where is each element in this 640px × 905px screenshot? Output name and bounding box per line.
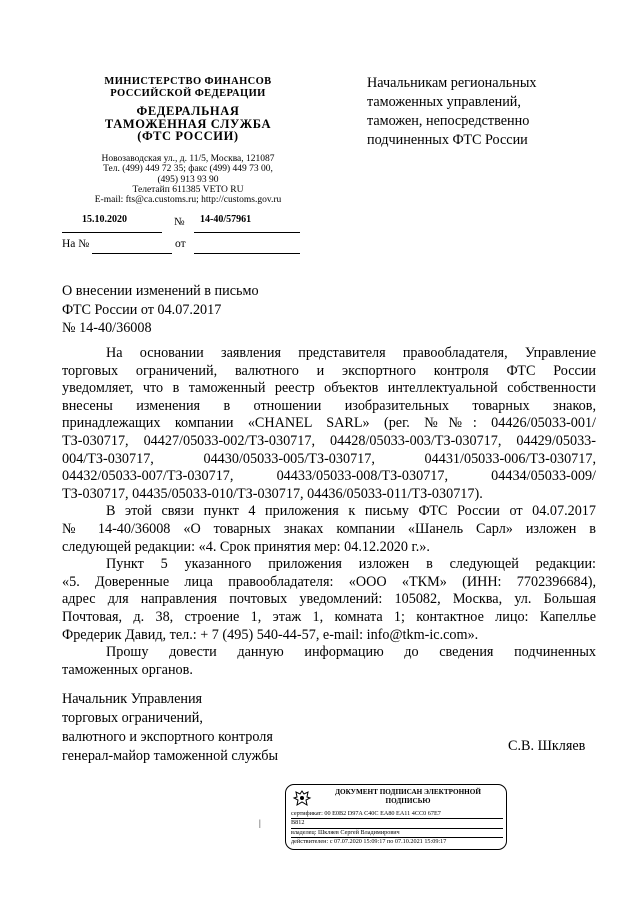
addressee-line: таможен, непосредственно (367, 113, 530, 129)
ot-underline (194, 253, 300, 254)
body-line: Пункт 5 указанного приложения изложен в следующей редакции: (106, 556, 596, 573)
email-line: E-mail: fts@ca.customs.ru; http://customs.gov.ru (94, 195, 282, 206)
body-line: внесены изменения в отношении изобразительных товарных знаков, (62, 397, 596, 414)
validity-line: действителен: с 07.07.2020 15:09:17 по 07.10.2021 15:09:17 (291, 838, 447, 846)
number-underline (194, 232, 300, 233)
ministry-line: РОССИЙСКОЙ ФЕДЕРАЦИИ (110, 87, 266, 99)
body-line: уведомляет, что в таможенный реестр объектов интеллектуальной собственности (62, 380, 596, 397)
registration-line (62, 214, 302, 234)
body-line: «5. Доверенные лица правообладателя: «ООО «ТКМ» (ИНН: 7702396684), (62, 573, 596, 590)
body-line: торговых ограничений, валютного и экспортного контроля ФТС России (62, 362, 596, 379)
signer-line: Начальник Управления (62, 691, 203, 707)
service-line: (ФТС РОССИИ) (137, 129, 239, 143)
stamp-title (314, 788, 502, 805)
body-line: В этой связи пункт 4 приложения к письму ФТС России от 04.07.2017 (106, 503, 596, 520)
margin-mark: | (259, 818, 261, 828)
body-line: адрес для направления почтовых уведомлений: 105082, Москва, ул. Большая (62, 591, 596, 608)
certificate-line-cont: B812 (291, 819, 503, 828)
subject-line: О внесении изменений в письмо (62, 283, 259, 299)
service-line: ФЕДЕРАЛЬНАЯ (136, 104, 240, 118)
na-label: На № (62, 238, 90, 250)
stamp-details (291, 810, 503, 847)
body-line: ТЗ-030717, 04427/05033-002/ТЗ-030717, 04428/05033-003/ТЗ-030717, 04429/05033- (62, 432, 596, 449)
contact-block (62, 154, 314, 205)
body-line: Фредерик Давид, тел.: + 7 (495) 540-44-57, e-mail: info@tkm-ic.com». (62, 626, 479, 643)
na-underline (92, 253, 172, 254)
stamp-title-line: ДОКУМЕНТ ПОДПИСАН ЭЛЕКТРОННОЙ (335, 788, 481, 796)
signer-position (62, 690, 362, 766)
paragraph-point-5 (62, 556, 596, 644)
number-sign: № (174, 216, 185, 228)
addressee-line: подчиненных ФТС России (367, 132, 528, 148)
reference-line (62, 238, 302, 258)
body-line: ТЗ-030717, 04435/05033-010/ТЗ-030717, 04436/05033-011/ТЗ-030717). (62, 485, 483, 502)
teletype-line: Телетайп 611385 VETO RU (132, 184, 244, 195)
letter-body (62, 345, 596, 679)
body-line: 004/ТЗ-030717, 04430/05033-005/ТЗ-030717, 04431/05033-006/ТЗ-030717, (62, 450, 596, 467)
body-line: На основании заявления представителя правообладателя, Управление (106, 345, 596, 361)
body-line: 04432/05033-007/ТЗ-030717, 04433/05033-008/ТЗ-030717, 04434/05033-009/ (62, 468, 596, 485)
paragraph-point-4 (62, 503, 596, 556)
addressee-line: Начальникам региональных (367, 75, 537, 91)
signer-line: торговых ограничений, (62, 710, 203, 726)
ministry-line: МИНИСТЕРСТВО ФИНАНСОВ (104, 76, 272, 87)
addressee-block (367, 74, 597, 150)
document-number: 14-40/57961 (200, 214, 252, 225)
certificate-line: сертификат: 00 E0B2 D97A C40C EA80 EA11 4CC0 67E7 (291, 810, 503, 819)
service-line: ТАМОЖЕННАЯ СЛУЖБА (104, 116, 272, 131)
owner-line: владелец: Шкляев Сергей Владимирович (291, 829, 503, 838)
signer-line: валютного и экспортного контроля (62, 729, 273, 745)
document-date: 15.10.2020 (82, 214, 127, 225)
phone-line: (495) 913 93 90 (157, 174, 219, 185)
stamp-title-line: ПОДПИСЬЮ (385, 796, 431, 805)
ot-label: от (175, 238, 186, 250)
phone-line: Тел. (499) 449 72 35; факс (499) 449 73 00, (103, 164, 273, 175)
body-line: Почтовая, д. 38, строение 1, этаж 1, комната 1; контактное лицо: Капеллье (62, 608, 596, 625)
service-header (62, 105, 314, 143)
signer-name: С.В. Шкляев (508, 738, 586, 754)
subject-line: № 14-40/36008 (62, 320, 152, 336)
body-line: принадлежащих компании «CHANEL SARL» (рег. №№: 04426/05033-001/ (62, 415, 596, 432)
body-line: № 14-40/36008 «О товарных знаках компании «Шанель Сарл» изложен в (62, 520, 596, 537)
body-line: Прошу довести данную информацию до сведения подчиненных (106, 644, 596, 661)
address-line: Новозаводская ул., д. 11/5, Москва, 121087 (101, 154, 275, 164)
eagle-emblem-icon (292, 789, 312, 809)
signer-line: генерал-майор таможенной службы (62, 748, 279, 764)
paragraph-notice (62, 345, 596, 503)
body-line: таможенных органов. (62, 661, 193, 678)
paragraph-request (62, 644, 596, 679)
subject-block (62, 282, 322, 338)
subject-line: ФТС России от 04.07.2017 (62, 301, 222, 318)
ministry-header (62, 76, 314, 99)
e-signature-stamp (285, 784, 507, 850)
addressee-line: таможенных управлений, (367, 94, 521, 110)
date-underline (62, 232, 162, 233)
body-line: следующей редакции: «4. Срок принятия мер: 04.12.2020 г.». (62, 538, 430, 555)
